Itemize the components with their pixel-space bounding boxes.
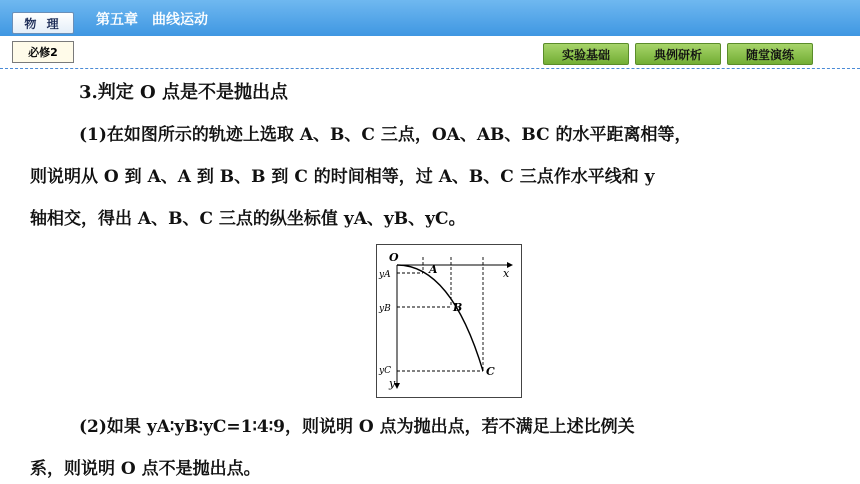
nav-button-experiment-basics[interactable]: 实验基础 [543, 43, 629, 65]
header-divider [0, 68, 860, 69]
guide-lines [397, 257, 483, 371]
trajectory-curve [397, 265, 483, 371]
paragraph-line: 系，则说明 O 点不是抛出点。 [30, 459, 261, 479]
x-axis-label: x [503, 267, 510, 280]
origin-label: O [389, 251, 399, 264]
paragraph-line: 轴相交，得出 A、B、C 三点的纵坐标值 yA、yB、yC。 [30, 209, 466, 229]
section-nav [543, 43, 819, 65]
point-a-label: A [429, 263, 438, 276]
point-c-label: C [486, 365, 495, 378]
point-b-label: B [453, 301, 463, 314]
paragraph-line: 则说明从 O 到 A、A 到 B、B 到 C 的时间相等，过 A、B、C 三点作水平线和 y [30, 167, 655, 187]
yc-tick-label: yC [379, 366, 391, 376]
trajectory-diagram [377, 245, 521, 397]
nav-button-example-analysis[interactable]: 典例研析 [635, 43, 721, 65]
nav-button-in-class-practice[interactable]: 随堂演练 [727, 43, 813, 65]
yb-tick-label: yB [379, 304, 391, 314]
book-label: 必修2 [12, 41, 74, 63]
ya-tick-label: yA [379, 270, 391, 280]
chapter-title: 第五章 曲线运动 [96, 12, 208, 28]
trajectory-figure [376, 244, 522, 398]
y-axis-label: y [389, 377, 396, 390]
section-heading: 3.判定 O 点是不是抛出点 [79, 82, 289, 103]
paragraph-line: (2)如果 yA∶yB∶yC=1∶4∶9，则说明 O 点为抛出点，若不满足上述比例关 [79, 417, 635, 437]
paragraph-line: (1)在如图所示的轨迹上选取 A、B、C 三点，OA、AB、BC 的水平距离相等， [79, 125, 692, 145]
subject-label: 物 理 [12, 12, 74, 34]
